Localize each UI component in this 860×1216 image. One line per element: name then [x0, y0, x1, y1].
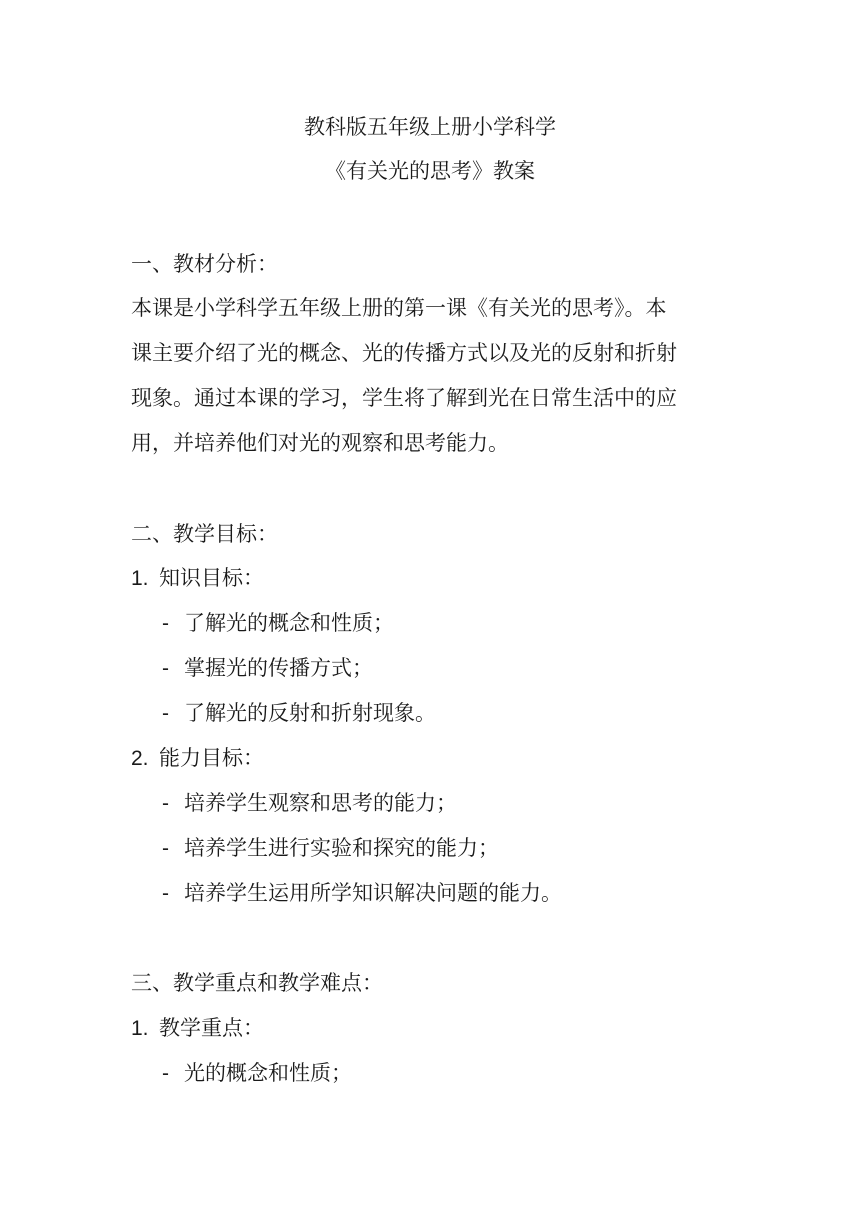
dash-bullet: - [162, 657, 169, 680]
document-title-line1: 教科版五年级上册小学科学 [304, 115, 556, 139]
list-item-text: 了解光的概念和性质； [184, 611, 394, 635]
list-item [162, 833, 499, 864]
goal-label: 知识目标： [159, 566, 264, 590]
dash-bullet: - [162, 1062, 169, 1085]
goal-ability-label [131, 743, 264, 774]
paragraph-line: 本课是小学科学五年级上册的第一课《有关光的思考》。本 [131, 296, 667, 320]
list-item [162, 608, 394, 639]
point-label: 教学重点： [159, 1016, 264, 1040]
list-item-text: 培养学生进行实验和探究的能力； [184, 836, 499, 860]
list-item [162, 698, 436, 729]
goal-label: 能力目标： [159, 746, 264, 770]
dash-bullet: - [162, 837, 169, 860]
dash-bullet: - [162, 792, 169, 815]
list-number: 2. [131, 747, 149, 770]
teaching-focus-label [131, 1013, 264, 1044]
section1-heading: 一、教材分析： [131, 252, 278, 276]
list-number: 1. [131, 567, 149, 590]
list-item-text: 了解光的反射和折射现象。 [184, 701, 436, 725]
dash-bullet: - [162, 702, 169, 725]
list-item [162, 1058, 352, 1089]
goal-knowledge-label [131, 563, 264, 594]
list-item-text: 培养学生运用所学知识解决问题的能力。 [184, 881, 562, 905]
paragraph-line: 现象。通过本课的学习，学生将了解到光在日常生活中的应 [131, 386, 677, 410]
section3-heading: 三、教学重点和教学难点： [131, 971, 383, 995]
paragraph-line: 课主要介绍了光的概念、光的传播方式以及光的反射和折射 [131, 341, 677, 365]
list-item [162, 788, 457, 819]
paragraph-line: 用，并培养他们对光的观察和思考能力。 [131, 431, 509, 455]
dash-bullet: - [162, 612, 169, 635]
section2-heading: 二、教学目标： [131, 522, 278, 546]
list-item-text: 培养学生观察和思考的能力； [184, 791, 457, 815]
list-number: 1. [131, 1017, 149, 1040]
list-item-text: 掌握光的传播方式； [184, 656, 373, 680]
list-item [162, 878, 562, 909]
dash-bullet: - [162, 882, 169, 905]
document-title-line2: 《有关光的思考》教案 [325, 159, 535, 183]
section1-paragraph [131, 286, 733, 466]
list-item [162, 653, 373, 684]
list-item-text: 光的概念和性质； [184, 1061, 352, 1085]
